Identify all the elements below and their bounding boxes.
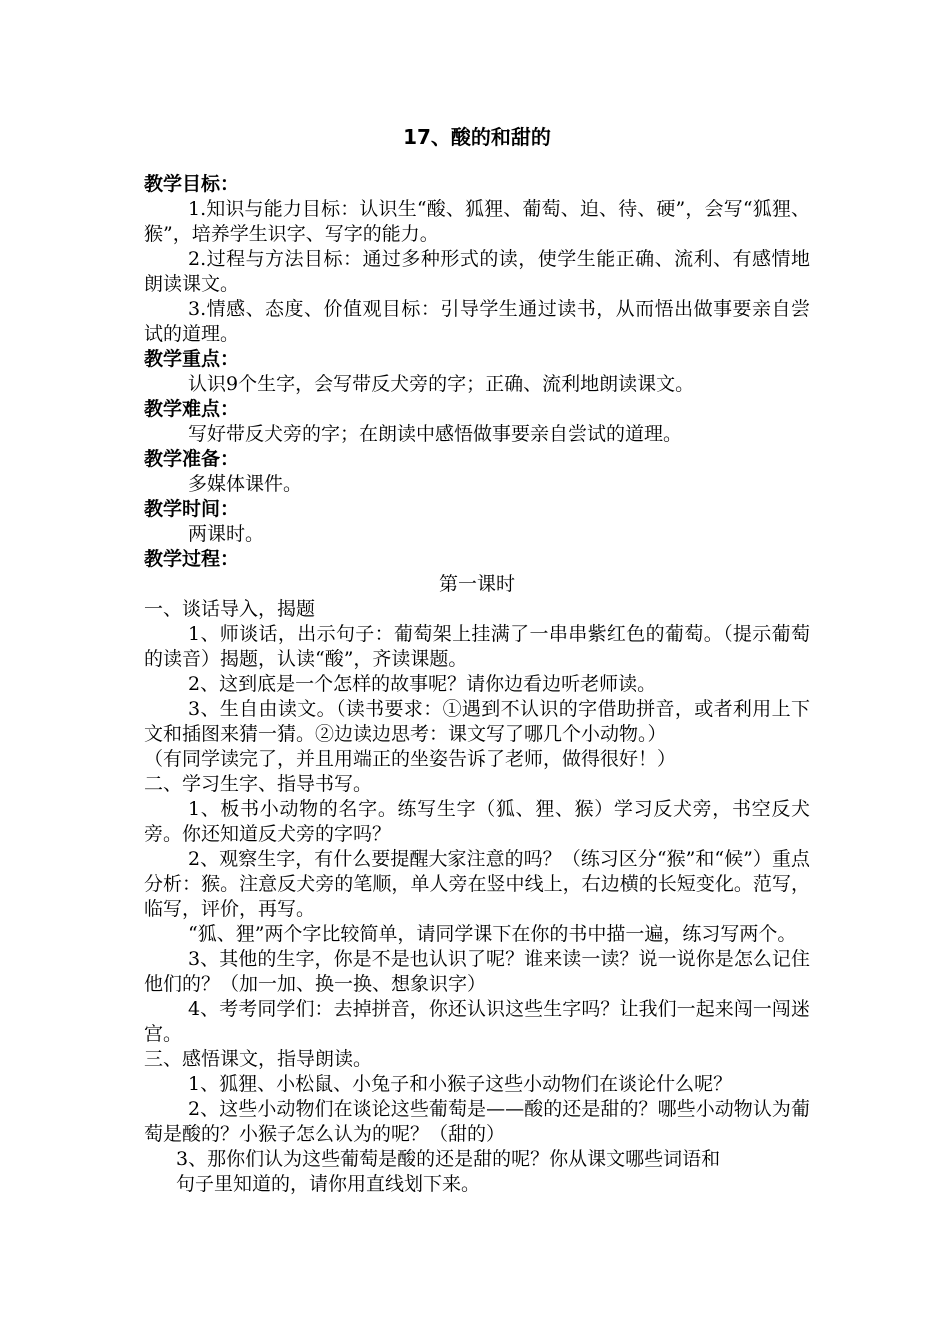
process-heading: 教学过程： — [144, 548, 240, 570]
list-item: “狐、狸”两个字比较简单，请同学课下在你的书中描一遍，练习写两个。 — [188, 923, 797, 945]
section-heading: 一、谈话导入，揭题 — [144, 598, 316, 620]
list-note: （有同学读完了，并且用端正的坐姿告诉了老师，做得很好！） — [144, 748, 677, 770]
section-heading: 三、感悟课文，指导朗读。 — [144, 1048, 373, 1070]
section-heading: 二、学习生字、指导书写。 — [144, 773, 373, 795]
list-item: 4、考考同学们：去掉拼音，你还认识这些生字吗？让我们一起来闯一闯迷宫。 — [144, 998, 810, 1045]
list-item: 1、板书小动物的名字。练写生字（狐、狸、猴）学习反犬旁，书空反犬旁。你还知道反犬旁的字吗？ — [144, 798, 810, 845]
goal-item: 2.过程与方法目标：通过多种形式的读，使学生能正确、流利、有感情地朗读课文。 — [144, 248, 810, 295]
list-item: 1、师谈话，出示句子：葡萄架上挂满了一串串紫红色的葡萄。（提示葡萄的读音）揭题，认读“酸”，齐读课题。 — [144, 623, 810, 670]
list-item: 1、狐狸、小松鼠、小兔子和小猴子这些小动物们在谈论什么呢？ — [188, 1073, 733, 1095]
doc-title: 17、酸的和甜的 — [403, 125, 551, 149]
list-item: 3、生自由读文。（读书要求：①遇到不认识的字借助拼音，或者利用上下文和插图来猜一猜。②边读边思考：课文写了哪几个小动物。） — [144, 698, 810, 745]
list-item: 2、这到底是一个怎样的故事呢？请你边看边听老师读。 — [188, 673, 657, 695]
key-text: 认识9个生字，会写带反犬旁的字；正确、流利地朗读课文。 — [188, 373, 695, 395]
difficulty-heading: 教学难点： — [144, 398, 240, 420]
list-item: 3、其他的生字，你是不是也认识了呢？谁来读一读？说一说你是怎么记住他们的？（加一加、换一换、想象识字） — [144, 948, 810, 995]
goal-item: 3.情感、态度、价值观目标：引导学生通过读书，从而悟出做事要亲自尝试的道理。 — [144, 298, 810, 345]
document-page — [144, 124, 810, 1197]
list-item: 3、那你们认为这些葡萄是酸的还是甜的呢？你从课文哪些词语和 — [176, 1148, 721, 1170]
difficulty-text: 写好带反犬旁的字；在朗读中感悟做事要亲自尝试的道理。 — [188, 423, 683, 445]
prep-text: 多媒体课件。 — [188, 473, 303, 495]
time-text: 两课时。 — [188, 523, 265, 545]
list-item-continuation: 句子里知道的，请你用直线划下来。 — [176, 1173, 481, 1195]
key-heading: 教学重点： — [144, 348, 240, 370]
list-item: 2、观察生字，有什么要提醒大家注意的吗？（练习区分“猴”和“候”）重点分析：猴。注意反犬旁的笔顺，单人旁在竖中线上，右边横的长短变化。范写，临写，评价，再写。 — [144, 848, 810, 920]
prep-heading: 教学准备： — [144, 448, 240, 470]
list-item: 2、这些小动物们在谈论这些葡萄是——酸的还是甜的？哪些小动物认为葡萄是酸的？小猴子怎么认为的呢？（甜的） — [144, 1098, 810, 1145]
lesson-title: 第一课时 — [438, 573, 515, 595]
goal-item: 1.知识与能力目标：认识生“酸、狐狸、葡萄、迫、待、硬”，会写“狐狸、猴”，培养学生识字、写字的能力。 — [144, 198, 810, 245]
goals-heading: 教学目标： — [144, 173, 240, 195]
time-heading: 教学时间： — [144, 498, 240, 520]
